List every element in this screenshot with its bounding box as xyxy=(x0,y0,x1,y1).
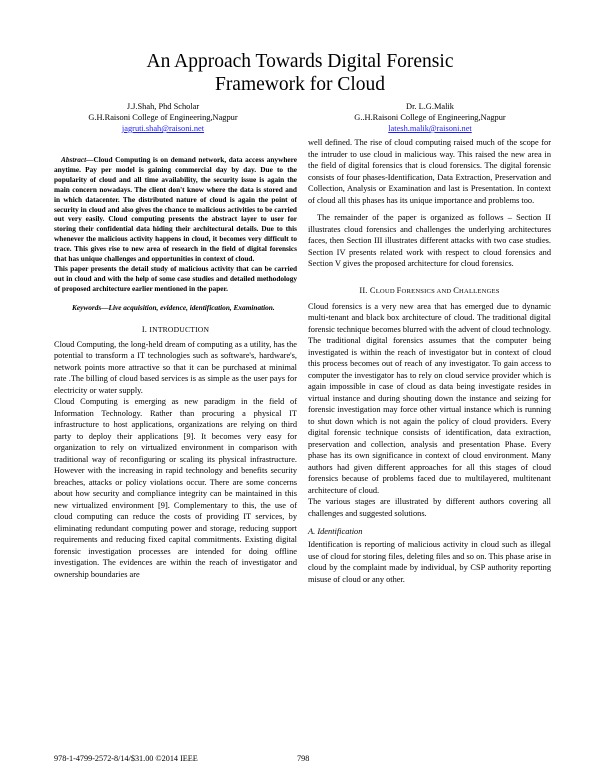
abstract-text-2: This paper presents the detail study of malicious activity that can be carried out in cloud and with the help of some case studies and detailed methodology of proposed architecture earlier mentioned in the paper. xyxy=(54,263,297,293)
author-email-link[interactable]: latesh.malik@raisoni.net xyxy=(388,124,472,133)
author-block-1 xyxy=(38,101,288,134)
section-number: II. xyxy=(359,285,368,295)
section-heading-cloud-forensics xyxy=(308,285,551,297)
abstract-label: Abstract xyxy=(61,155,87,164)
subsection-heading-identification xyxy=(308,526,551,537)
intro-paragraph-3: well defined. The rise of cloud computing raised much of the scope for the intruder to use cloud in malicious way. This raised the new area in the field of digital forensics that is cloud forensics. The digital forensic consists of four phases-Identification, Data Extraction, Preservation and Collection, Analysis or Examination and last is Presentation. In context of cloud all this phases has its unique importance and problems too. xyxy=(308,138,551,205)
abstract-text: Cloud Computing is on demand network, data access anywhere anytime. Pay per model is gaining commercial day by day. Due to the popularity of cloud and all time availability, the security issue is again the main concern nowadays. The client don't know where the data is stored and in which datacenter. The distributed nature of cloud is again the point of security in cloud and also gives the chance to malicious activities to be carried out very easily. Cloud computing presents the abstract layer to user for storing their confidential data hiding their architectural details. Due to this whenever the malicious activity happens in cloud, it becomes very difficult to trace. This gives rise to new area of research in the field of digital forensics that has unique challenges and opportunities in context of cloud. xyxy=(54,155,297,264)
title-line-2: Framework for Cloud xyxy=(214,74,386,95)
author-name: J.J.Shah, Phd Scholar xyxy=(126,102,200,111)
left-column xyxy=(54,155,297,580)
abstract xyxy=(54,155,297,264)
author-email-link[interactable]: jagruti.shah@raisoni.net xyxy=(121,124,205,133)
keywords: Keywords—Live acquisition, evidence, identification, Examination. xyxy=(72,302,275,312)
author-affiliation: G..H.Raisoni College of Engineering,Nagpur xyxy=(354,113,506,122)
section-number: I. xyxy=(141,324,148,334)
subsection-label: A. xyxy=(308,527,316,536)
title-line-1: An Approach Towards Digital Forensic xyxy=(146,51,454,72)
cloud-forensics-paragraph-1: Cloud forensics is a very new area that has emerged due to dynamic multi-tenant and black box architecture of cloud. The traditional digital forensic technique becomes blurred with the advent of cloud technology. The traditional digital forensics assumes that the computer being investigated is within the reach of investigator but in context of cloud this process becomes out of reach of any investigator. To gain access to computer the investigator has to rely on cloud service provider which is again impossible in case of cloud as data being investigate resides in virtual instance and during shouting down the instance and seizing for forensic investigation may force other virtual instance which is running to shut down which is not again the policy of cloud providers. Every digital forensic technique consists of identification, data extraction, preservation and collection, analysis and presentation Phase. Every phase has its own significance in context of cloud environment. Many authors had given different approaches for all this stages of cloud forensics because of problems faced due to multilayered, multitenant architecture of cloud. xyxy=(308,301,551,495)
author-block-2 xyxy=(305,101,555,134)
footer-copyright: 978-1-4799-2572-8/14/$31.00 ©2014 IEEE xyxy=(54,754,198,763)
cloud-forensics-paragraph-2: The various stages are illustrated by different authors covering all challenges and suggested solutions. xyxy=(308,497,551,518)
section-title: CLOUD FORENSICS AND CHALLENGES xyxy=(369,285,500,295)
page-number: 798 xyxy=(297,754,310,763)
author-name: Dr. L.G.Malik xyxy=(406,102,454,111)
section-heading-introduction xyxy=(54,324,297,335)
intro-paragraph-4: The remainder of the paper is organized as follows – Section II illustrates cloud forensics and challenges the underlying architectures faces, then Section III illustrates different attacks with two case studies. Section IV presents related work with respect to cloud forensics and Section V gives the proposed architecture for cloud forensics. xyxy=(308,213,551,268)
intro-paragraph-1: Cloud Computing, the long-held dream of computing as a utility, has the potential to transform a IT technologies such as software's, hardware's, network points more attractive so that it can be purchased at minimal rate .The billing of cloud based services is as simple as the user pays for electricity or water supply. xyxy=(54,339,297,395)
right-column xyxy=(308,137,551,585)
author-affiliation: G.H.Raisoni College of Engineering,Nagpur xyxy=(88,113,238,122)
identification-paragraph: Identification is reporting of malicious activity in cloud such as illegal use of cloud for storing files, deleting files and so on. This phase arise in cloud by the complaint made by individual, by CSP authority reporting misuse of cloud or any other. xyxy=(308,540,551,584)
intro-paragraph-2: Cloud Computing is emerging as new paradigm in the field of Information Technology. Rather than procuring a physical IT infrastructure to host applications, organizations are relying on third party to deploy their applications [9]. It becomes very easy for organization to rely on virtualized environment in comparison with traditional way of reconfiguring or scaling its physical infrastructure. However with the increasing in rapid technology and benefits security breaches, attacks or policy violations occur. There are some concerns about how security and compliance integrity can be maintained in this new virtualized environment [9]. Complementary to this, the use of cloud computing can reduce the costs of providing IT services, by eliminating redundant computing power and storage, reducing support requirements and reducing fixed capital commitments. Existing digital forensic investigation processes are intended for doing offline investigation. The evidences are within the reach of investigator and ownership boundaries are xyxy=(54,397,297,579)
abstract-dash: — xyxy=(86,155,94,164)
subsection-title: Identification xyxy=(317,527,363,536)
paper-title xyxy=(0,50,600,96)
section-title: INTRODUCTION xyxy=(149,324,210,334)
